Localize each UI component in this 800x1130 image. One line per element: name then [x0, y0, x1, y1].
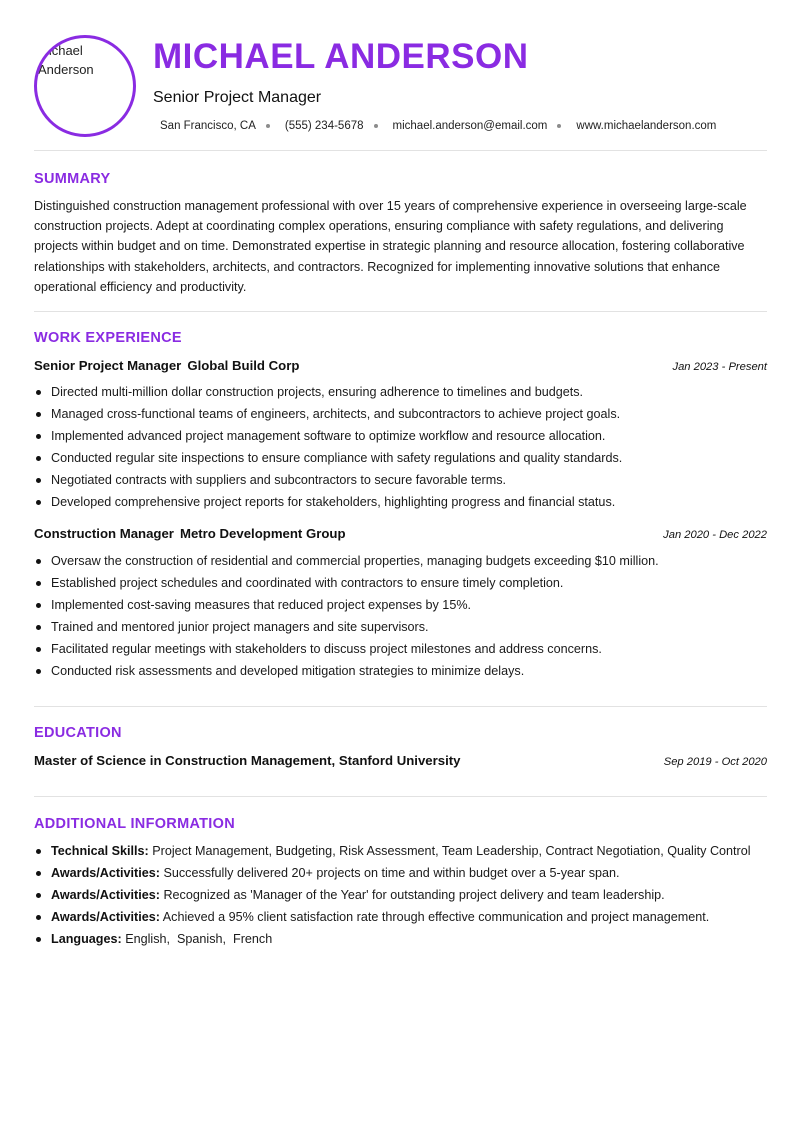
- contact-location: San Francisco, CA: [160, 120, 256, 132]
- job-dates: Jan 2020 - Dec 2022: [663, 529, 767, 541]
- additional-info-heading: ADDITIONAL INFORMATION: [34, 816, 235, 832]
- divider: [34, 796, 767, 797]
- list-item: Implemented cost-saving measures that reduced project expenses by 15%.: [34, 594, 767, 616]
- list-item: [34, 908, 767, 927]
- job-role-line: [34, 526, 346, 541]
- job-role: Construction Manager: [34, 526, 174, 541]
- list-item: Conducted regular site inspections to ensure compliance with safety regulations and quality standards.: [34, 447, 767, 469]
- list-item: Directed multi-million dollar construction projects, ensuring adherence to timelines and budgets.: [34, 381, 767, 403]
- candidate-name: MICHAEL ANDERSON: [153, 37, 529, 76]
- list-item: Oversaw the construction of residential and commercial properties, managing budgets exceeding $10 million.: [34, 550, 767, 572]
- item-text: Project Management, Budgeting, Risk Assessment, Team Leadership, Contract Negotiation, Quality Control: [152, 844, 751, 858]
- item-text: Achieved a 95% client satisfaction rate through effective communication and project management.: [162, 910, 710, 924]
- job-company: Global Build Corp: [187, 358, 300, 373]
- profile-photo-alt-text: Michael Anderson: [38, 43, 94, 77]
- list-item: Conducted risk assessments and developed mitigation strategies to minimize delays.: [34, 660, 767, 682]
- job-role: Senior Project Manager: [34, 358, 182, 373]
- item-label: Awards/Activities:: [51, 910, 160, 924]
- list-item: Implemented advanced project management software to optimize workflow and resource allocation.: [34, 425, 767, 447]
- profile-photo: [34, 35, 136, 137]
- contact-phone: (555) 234-5678: [284, 120, 364, 132]
- list-item: Established project schedules and coordinated with contractors to ensure timely completion.: [34, 572, 767, 594]
- job-header: [34, 358, 767, 373]
- list-item: Managed cross-functional teams of engineers, architects, and subcontractors to achieve project goals.: [34, 403, 767, 425]
- job-bullet-list: [34, 381, 767, 513]
- list-item: [34, 864, 767, 883]
- item-label: Awards/Activities:: [51, 888, 160, 902]
- item-text: Recognized as 'Manager of the Year' for outstanding project delivery and team leadership.: [163, 888, 665, 902]
- item-label: Technical Skills:: [51, 844, 149, 858]
- job-bullet-list: [34, 550, 767, 682]
- summary-text: Distinguished construction management professional with over 15 years of comprehensive experience in overseeing large-scale construction projects. Adept at coordinating complex operations, ensuring compliance with safety regulations, and delivering projects within budget and on time. Demonstrated expertise in strategic planning and resource allocation, fostering collaborative relationships with stakeholders, architects, and contractors. Recognized for implementing innovative solutions that enhance operational efficiency and productivity.: [34, 199, 747, 294]
- item-text: English, Spanish, French: [125, 932, 273, 946]
- education-degree: Master of Science in Construction Management, Stanford University: [34, 753, 461, 768]
- job-role-line: [34, 358, 299, 373]
- job-header: [34, 526, 767, 541]
- education-entry: [34, 753, 767, 768]
- job-company: Metro Development Group: [179, 526, 346, 541]
- list-item: Negotiated contracts with suppliers and subcontractors to secure favorable terms.: [34, 469, 767, 491]
- candidate-title: Senior Project Manager: [153, 89, 322, 106]
- list-item: Developed comprehensive project reports for stakeholders, highlighting progress and financial status.: [34, 491, 767, 513]
- job-dates: Jan 2023 - Present: [672, 361, 767, 373]
- list-item: [34, 842, 754, 861]
- list-item: [34, 930, 767, 949]
- item-text: Successfully delivered 20+ projects on time and within budget over a 5-year span.: [163, 866, 620, 880]
- separator-dot-icon: [266, 124, 270, 128]
- education-heading: EDUCATION: [34, 725, 122, 741]
- divider: [34, 706, 767, 707]
- separator-dot-icon: [557, 124, 561, 128]
- item-label: Languages:: [51, 932, 122, 946]
- divider: [34, 150, 767, 151]
- list-item: Facilitated regular meetings with stakeholders to discuss project milestones and address concerns.: [34, 638, 767, 660]
- list-item: Trained and mentored junior project managers and site supervisors.: [34, 616, 767, 638]
- item-label: Awards/Activities:: [51, 866, 160, 880]
- education-dates: Sep 2019 - Oct 2020: [663, 756, 767, 768]
- summary-heading: SUMMARY: [34, 171, 111, 187]
- list-item: [34, 886, 767, 905]
- additional-info-list: [34, 842, 767, 952]
- contact-website[interactable]: www.michaelanderson.com: [576, 120, 717, 132]
- divider: [34, 311, 767, 312]
- separator-dot-icon: [374, 124, 378, 128]
- contact-bar: [160, 120, 760, 132]
- work-experience-heading: WORK EXPERIENCE: [34, 330, 182, 346]
- contact-email[interactable]: michael.anderson@email.com: [392, 120, 548, 132]
